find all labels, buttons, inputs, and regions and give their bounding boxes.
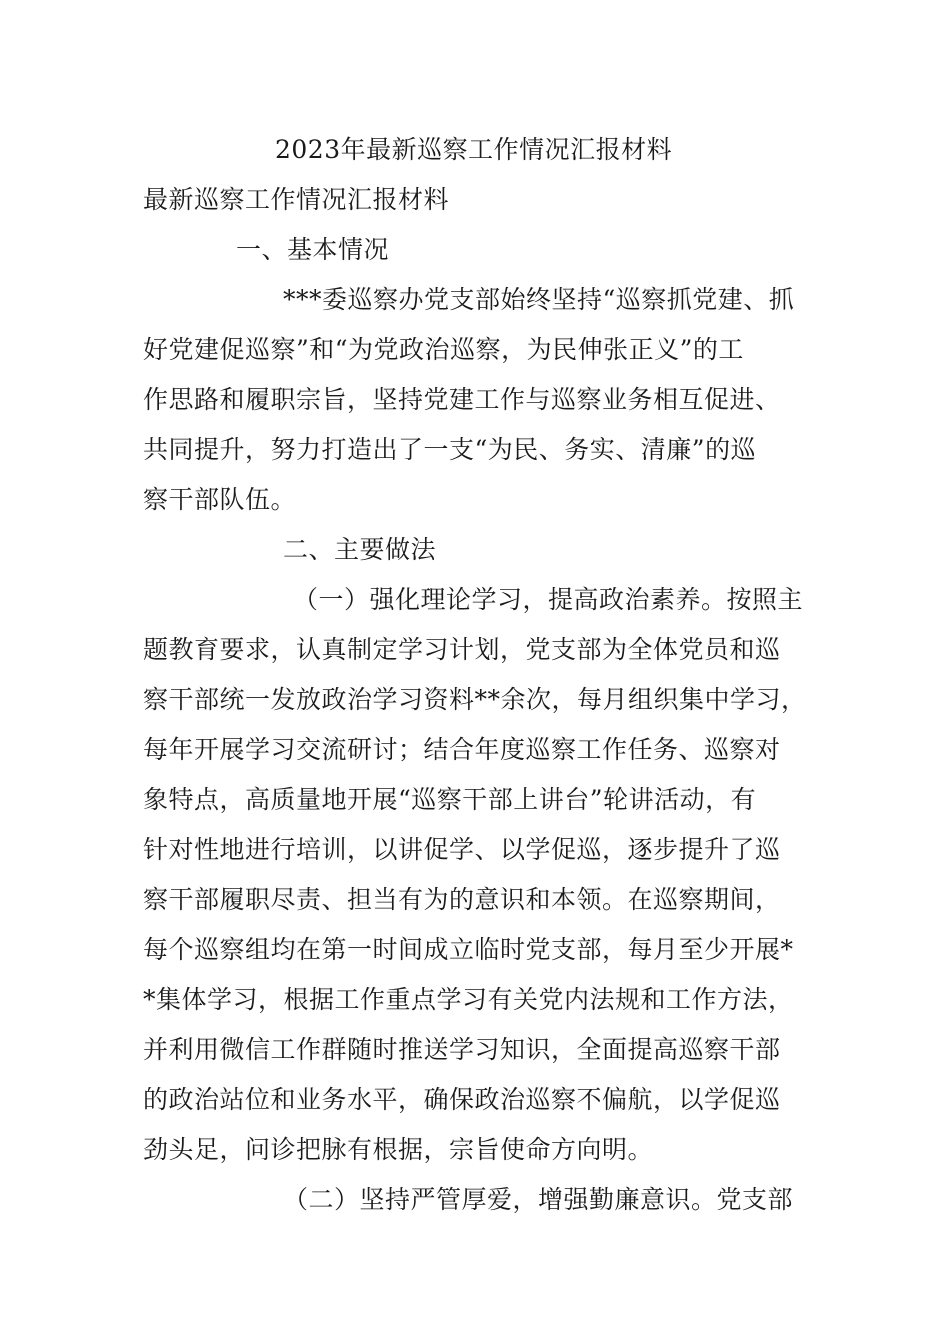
- paragraph-line: 象特点，高质量地开展“巡察干部上讲台”轮讲活动，有: [143, 785, 757, 814]
- paragraph-line: 每个巡察组均在第一时间成立临时党支部，每月至少开展*: [143, 935, 794, 964]
- paragraph-line: 并利用微信工作群随时推送学习知识，全面提高巡察干部: [143, 1035, 781, 1064]
- paragraph-line: 作思路和履职宗旨，坚持党建工作与巡察业务相互促进、: [143, 385, 781, 414]
- paragraph-line: *集体学习，根据工作重点学习有关党内法规和工作方法，: [143, 985, 794, 1014]
- paragraph-line: 察干部队伍。: [143, 485, 297, 514]
- paragraph-line: 针对性地进行培训，以讲促学、以学促巡，逐步提升了巡: [143, 835, 781, 864]
- section1-heading: 一、基本情况: [236, 235, 390, 264]
- paragraph-line: 每年开展学习交流研讨；结合年度巡察工作任务、巡察对: [143, 735, 781, 764]
- paragraph-line: 察干部统一发放政治学习资料**余次，每月组织集中学习，: [143, 685, 807, 714]
- paragraph-line: 察干部履职尽责、担当有为的意识和本领。在巡察期间，: [143, 885, 781, 914]
- paragraph-line: ***委巡察办党支部始终坚持“巡察抓党建、抓: [283, 285, 795, 314]
- paragraph-line: （二）坚持严管厚爱，增强勤廉意识。党支部: [283, 1185, 794, 1214]
- paragraph-line: 题教育要求，认真制定学习计划，党支部为全体党员和巡: [143, 635, 781, 664]
- section2-heading: 二、主要做法: [283, 535, 437, 564]
- document-title: 2023年最新巡察工作情况汇报材料: [275, 135, 673, 164]
- paragraph-line: 好党建促巡察”和“为党政治巡察，为民伸张正义”的工: [143, 335, 744, 364]
- paragraph-line: 的政治站位和业务水平，确保政治巡察不偏航，以学促巡: [143, 1085, 781, 1114]
- paragraph-line: （一）强化理论学习，提高政治素养。按照主: [293, 585, 804, 614]
- paragraph-line: 共同提升，努力打造出了一支“为民、务实、清廉”的巡: [143, 435, 757, 464]
- document-subtitle: 最新巡察工作情况汇报材料: [143, 185, 450, 214]
- paragraph-line: 劲头足，问诊把脉有根据，宗旨使命方向明。: [143, 1135, 654, 1164]
